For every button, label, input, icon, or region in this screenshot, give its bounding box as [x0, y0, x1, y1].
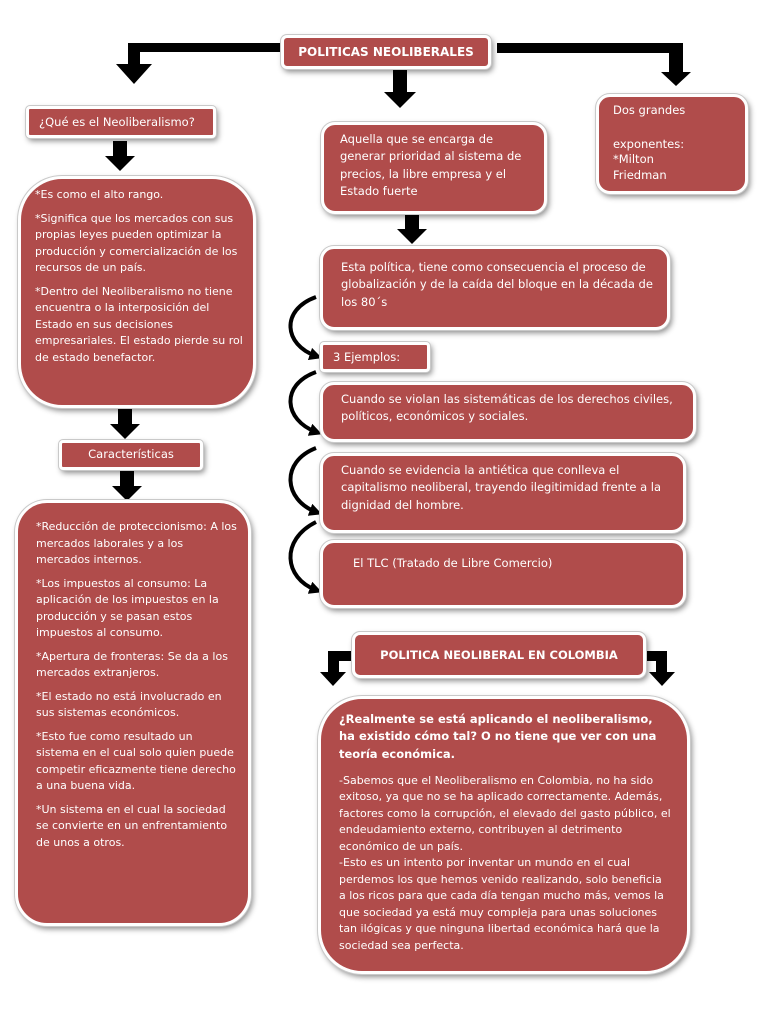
- caracteristicas-label-box: [59, 440, 203, 470]
- arrow-to-caracteristicas: [110, 408, 140, 439]
- arrow-title-left: [116, 43, 283, 84]
- colombia-paragraph: -Esto es un intento por inventar un mundo en el cual perdemos los que hemos venido realizando, solo beneficia a los ricos para que cada día tengan mucho más, vemos la que sociedad ya está muy compleja para unas soluciones tan ilógicas y que ninguna libertad económica hará que la sociedad sea perfecta.: [339, 856, 664, 952]
- ejemplo-box-3: [320, 540, 686, 608]
- colombia-box: [318, 696, 690, 974]
- main-title: [281, 35, 491, 69]
- consecuencia-text: Esta política, tiene como consecuencia el proceso de globalización y de la caída del bloque en la década de los 80´s: [341, 260, 653, 309]
- arrow-def-down: [397, 214, 427, 244]
- colombia-title: [352, 632, 646, 678]
- ejemplo-text-1: Cuando se violan las sistemáticas de los derechos civiles, políticos, económicos y sociales.: [341, 392, 673, 424]
- caract-item: *El estado no está involucrado en sus sistemas económicos.: [36, 689, 222, 719]
- ejemplo-box-1: [320, 382, 696, 442]
- que-es-item: *Es como el alto rango.: [35, 188, 164, 201]
- arrow-title-center: [384, 70, 416, 108]
- caract-item: *Esto fue como resultado un sistema en el cual solo quien puede competir eficazmente tiene derecho a una buena vida.: [36, 729, 236, 792]
- curve-arrow-4: [290, 522, 316, 590]
- definicion-text: Aquella que se encarga de generar prioridad al sistema de precios, la libre empresa y el Estado fuerte: [340, 132, 522, 198]
- caract-item: *Los impuestos al consumo: La aplicación de los impuestos en la producción y se pasan estos impuestos al consumo.: [36, 576, 219, 639]
- caract-item: *Un sistema en el cual la sociedad se convierte en un enfrentamiento de unos a otros.: [36, 802, 228, 849]
- ejemplos-label-box: [320, 342, 430, 372]
- caract-item: *Apertura de fronteras: Se da a los mercados extranjeros.: [36, 649, 228, 679]
- ejemplo-text-2: Cuando se evidencia la antiética que conlleva el capitalismo neoliberal, trayendo ilegitimidad frente a la dignidad del hombre.: [341, 463, 662, 512]
- que-es-label-box: [26, 106, 216, 138]
- curve-arrow-3: [290, 448, 316, 512]
- colombia-paragraph: -Sabemos que el Neoliberalismo en Colombia, no ha sido exitoso, ya que no se ha aplicado correctamente. Además, factores como la corrupción, el elevado del gasto público, el endeudamiento externo, contribuyen al detrimento económico de un país.: [339, 773, 671, 853]
- main-title-text: POLITICAS NEOLIBERALES: [298, 45, 474, 59]
- arrow-title-right: [497, 43, 691, 86]
- ejemplos-label: 3 Ejemplos:: [333, 350, 401, 364]
- que-es-item: *Dentro del Neoliberalismo no tiene encuentra o la interposición del Estado en sus decisiones empresariales. El estado pierde su rol de estado benefactor.: [35, 284, 243, 364]
- arrow-colombia-left: [320, 651, 352, 686]
- consecuencia-box: [320, 246, 670, 330]
- definicion-box: [321, 122, 547, 214]
- que-es-item: *Significa que los mercados con sus propias leyes pueden optimizar la producción y comercialización de los recursos de un país.: [35, 211, 238, 274]
- ejemplo-box-2: [320, 453, 686, 533]
- que-es-box: [18, 176, 256, 408]
- arrow-queues-down: [105, 141, 135, 171]
- curve-arrow-1: [290, 297, 316, 356]
- que-es-label: ¿Qué es el Neoliberalismo?: [39, 115, 195, 129]
- caracteristicas-label: Características: [88, 447, 174, 461]
- caract-item: *Reducción de proteccionismo: A los mercados laborales y a los mercados internos.: [36, 520, 237, 566]
- colombia-title-text: POLITICA NEOLIBERAL EN COLOMBIA: [380, 648, 618, 662]
- caracteristicas-box: [15, 500, 251, 926]
- ejemplo-text-3: El TLC (Tratado de Libre Comercio): [353, 556, 553, 570]
- exponentes-box: [596, 94, 748, 194]
- curve-arrow-2: [290, 372, 316, 432]
- exponente-name: *Milton Friedman: [613, 152, 667, 182]
- exponentes-label: exponentes:: [613, 136, 685, 151]
- arrow-colombia-right: [645, 651, 675, 686]
- arrow-caract-down: [112, 470, 142, 501]
- colombia-question: ¿Realmente se está aplicando el neoliberalismo, ha existido cómo tal? O no tiene que ver con una teoría económica.: [339, 712, 657, 761]
- exponentes-heading: Dos grandes: [613, 103, 686, 117]
